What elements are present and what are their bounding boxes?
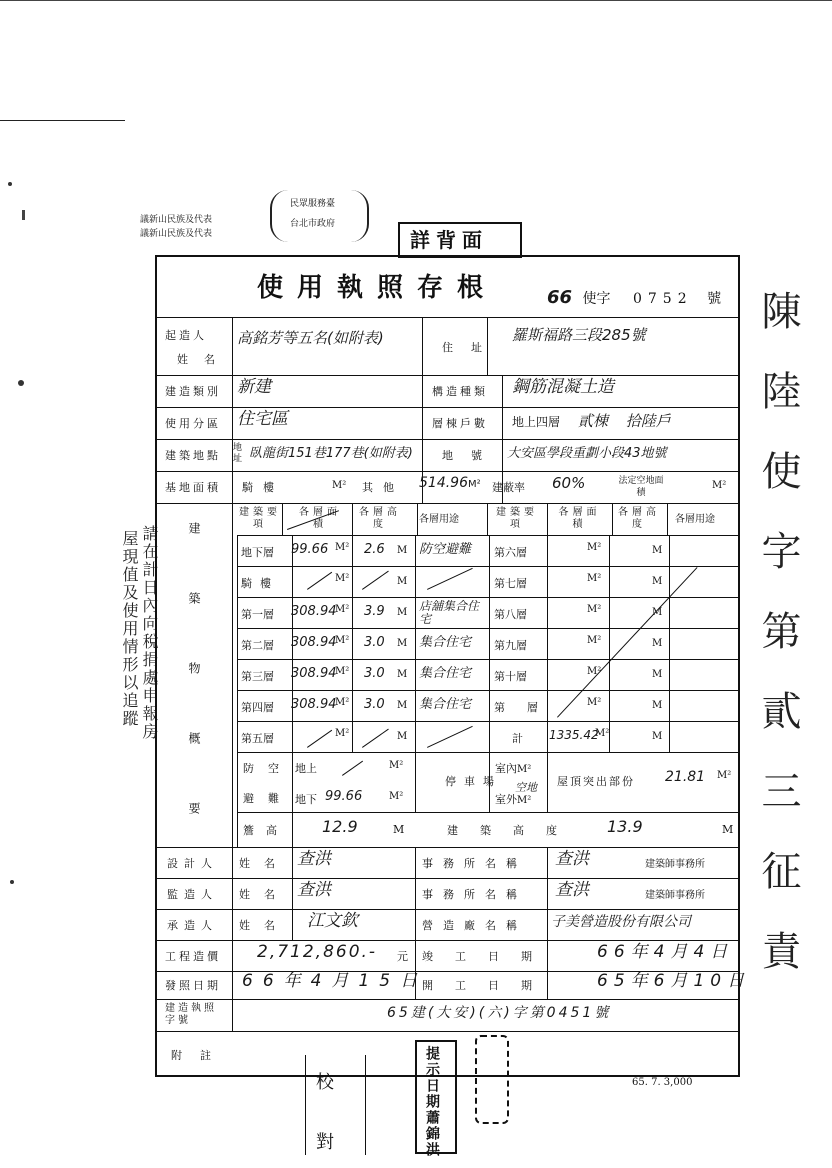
start-value: 65年6月10日 (597, 971, 751, 991)
parking-indoor-label: 室內 (495, 762, 517, 775)
seal-stamp (475, 1035, 509, 1124)
issue-label: 發照日期 (165, 979, 221, 992)
cost-label: 工程造價 (165, 950, 221, 963)
done-value: 66年4月4日 (597, 942, 734, 962)
other-area-label: 其他 (362, 481, 404, 494)
form-title: 使用執照存根 (257, 273, 498, 303)
floor-row-name-right: 第層 (494, 701, 560, 714)
floor-row-name-right: 第十層 (494, 670, 527, 683)
left-note-2: 議新山民族及代表 (140, 229, 213, 239)
col-height: 各層高度 (359, 507, 401, 530)
back-label-box (398, 222, 522, 258)
supervisor-name: 查洪 (297, 880, 331, 900)
floor-row-area: 308.94 (291, 604, 337, 619)
floor-row-use: 集合住宅 (419, 666, 472, 681)
eave-value: 21.81 (665, 769, 706, 785)
building-type: 新建 (237, 377, 271, 397)
left-margin-note-2: 請在計日內向稅捐處申報房 (140, 525, 159, 741)
legal-area-unit: M² (712, 480, 727, 491)
ratio-value: 60% (552, 474, 586, 492)
arcade-area-unit: M² (332, 480, 347, 491)
col-height-right: 各層高度 (618, 507, 660, 530)
floor-row-unit-m2: M² (335, 635, 350, 646)
floor-row-unit-m2-right: M² (587, 542, 602, 553)
floor-row-use: 防空避難 (419, 542, 472, 557)
floor-row-unit-m: M (397, 700, 408, 711)
floor-row-name: 第一層 (241, 608, 274, 621)
floor-row-unit-m-right: M (652, 638, 663, 649)
location-label: 建築地點 (165, 449, 221, 462)
building-structure: 鋼筋混凝土造 (512, 377, 614, 397)
floors-text-2: 貳棟 (577, 412, 608, 430)
permit-suffix: 號 (707, 291, 722, 307)
floor-row-height: 3.0 (364, 635, 385, 650)
permit-number (547, 287, 722, 308)
floor-total-unit-m: M (652, 731, 663, 742)
ratio-label: 建蔽率 (492, 481, 525, 494)
parking-indoor (495, 762, 531, 776)
structure-label: 構造種類 (432, 385, 488, 398)
contractor-label: 承造人 (167, 919, 218, 932)
floor-row-unit-m2: M² (335, 573, 350, 584)
floor-row-height: 2.6 (364, 542, 385, 557)
supervisor-label: 監造人 (167, 888, 218, 901)
parking-outdoor-label: 室外 (495, 793, 517, 806)
back-label: 詳背面 (410, 228, 488, 252)
building-height-value: 13.9 (607, 817, 643, 836)
floor-row-use: 店舖集合住宅 (419, 599, 480, 626)
floor-total-label: 計 (512, 732, 523, 745)
note-box (270, 190, 369, 242)
designer-label: 設計人 (167, 857, 218, 870)
designer-office-suffix: 建築師事務所 (645, 859, 705, 870)
floor-row-name-right: 第七層 (494, 577, 527, 590)
floors-count (512, 412, 671, 430)
left-note-1: 議新山民族及代表 (140, 215, 213, 225)
shelter-above-label: 地上 (295, 762, 317, 775)
supervisor-office: 查洪 (555, 880, 589, 900)
start-label: 開工日期 (422, 979, 554, 992)
applicant-label-1: 起造人 (165, 329, 207, 342)
floor-row-name: 地下層 (241, 546, 274, 559)
shelter-below-label: 地下 (295, 793, 317, 806)
address-label: 住址 (442, 341, 500, 354)
left-margin-note-1: 屋現值及使用情形以追蹤 (120, 530, 139, 728)
contractor-name: 江文欽 (307, 911, 358, 931)
floor-row-unit-m2: M² (335, 604, 350, 615)
shelter-below-unit: M² (389, 791, 404, 802)
print-code: 65. 7. 3,000 (632, 1077, 693, 1088)
designer-name: 查洪 (297, 849, 331, 869)
shelter-label-1: 防空 (243, 762, 293, 775)
supervisor-name-label: 姓名 (239, 888, 289, 901)
right-margin-stamp: 陳陸使字第貳三征責 (755, 290, 801, 1010)
designer-name-label: 姓名 (239, 857, 289, 870)
parking-outdoor-unit: M² (517, 795, 532, 806)
floor-row-name: 第四層 (241, 701, 274, 714)
legal-label: 法定空地面積 (618, 476, 664, 498)
type-label: 建造類別 (165, 385, 221, 398)
floor-row-unit-m: M (397, 731, 408, 742)
permit-year: 66 (547, 287, 573, 308)
inspection-stamp (415, 1040, 457, 1158)
contractor-name-label: 姓名 (239, 919, 289, 932)
col-item-right: 建築要項 (496, 507, 538, 530)
floor-total-unit-m2: M² (595, 728, 610, 739)
building-height-unit: M (722, 823, 734, 836)
floor-row-name-right: 第六層 (494, 546, 527, 559)
designer-office: 查洪 (555, 849, 589, 869)
page-speck (22, 210, 25, 220)
zone-value: 住宅區 (237, 409, 288, 429)
permit-label: 建造執照字號 (165, 1003, 217, 1026)
floor-row-name-right: 第九層 (494, 639, 527, 652)
floor-row-use: 集合住宅 (419, 697, 472, 712)
col-use-right: 各層用途 (675, 514, 715, 525)
floor-row-unit-m2: M² (335, 697, 350, 708)
cost-value: 2,712,860.- (257, 942, 378, 962)
floor-row-name: 騎樓 (241, 577, 279, 590)
floor-row-area: 308.94 (291, 697, 337, 712)
floor-row-unit-m-right: M (652, 700, 663, 711)
floor-row-height: 3.9 (364, 604, 385, 619)
applicant-label-2: 姓名 (177, 353, 231, 366)
other-area-number: 514.96 (419, 475, 468, 491)
note-box-line-2: 台北市政府 (290, 219, 336, 229)
floor-row-name: 第二層 (241, 639, 274, 652)
floors-text-1: 地上四層 (512, 415, 561, 429)
designer-office-label: 事務所名稱 (422, 857, 527, 870)
floor-row-name: 第五層 (241, 732, 274, 745)
permit-char: 使字 (582, 291, 611, 307)
building-height-label: 建築高度 (447, 824, 579, 837)
floor-row-unit-m: M (397, 669, 408, 680)
company-name: 子美營造股份有限公司 (551, 914, 691, 930)
floors-label: 層棟戶數 (432, 417, 488, 430)
floor-row-unit-m2-right: M² (587, 697, 602, 708)
floor-row-area: 308.94 (291, 635, 337, 650)
arcade-area-label: 騎樓 (242, 481, 284, 494)
eave-height-label: 簷高 (243, 824, 289, 837)
floor-row-height: 3.0 (364, 666, 385, 681)
location-sub-label: 地址 (233, 443, 243, 464)
inspection-stamp-text: 提示日期蕭錦洪 (424, 1046, 440, 1158)
floor-row-unit-m: M (397, 576, 408, 587)
floor-row-unit-m2-right: M² (587, 666, 602, 677)
eave-label: 屋頂突出部份 (557, 775, 635, 788)
done-label: 竣工日期 (422, 950, 554, 963)
note-box-line-1: 民眾服務臺 (290, 199, 336, 209)
other-area-value (419, 477, 481, 491)
note-label: 附註 (171, 1049, 229, 1062)
check-label-1: 校 (316, 1072, 334, 1093)
floor-row-area: 99.66 (291, 542, 329, 557)
page-speck (18, 380, 24, 386)
shelter-above-unit: M² (389, 760, 404, 771)
page-speck (10, 880, 14, 884)
other-area-unit: M² (468, 479, 481, 490)
floor-row-unit-m2: M² (335, 542, 350, 553)
shelter-below-value: 99.66 (325, 789, 363, 804)
zone-label: 使用分區 (165, 417, 221, 430)
floor-row-unit-m2-right: M² (587, 573, 602, 584)
permit-value: 65建(大安)(六)字第0451號 (387, 1005, 612, 1021)
company-label: 營造廠名稱 (422, 919, 527, 932)
section-label: 建築物概要 (187, 522, 201, 872)
floor-row-unit-m2-right: M² (587, 604, 602, 615)
supervisor-office-label: 事務所名稱 (422, 888, 527, 901)
floor-row-unit-m2: M² (335, 666, 350, 677)
permit-num: 0752 (632, 291, 693, 307)
parking-outdoor-note: 空地 (515, 781, 537, 794)
permit-form (155, 255, 751, 1077)
floor-row-name: 第三層 (241, 670, 274, 683)
site-area-label: 基地面積 (165, 481, 221, 494)
shelter-label-2: 避難 (243, 792, 293, 805)
floors-text-3: 拾陸戶 (625, 412, 671, 430)
col-area-right: 各層面積 (558, 507, 601, 530)
supervisor-office-suffix: 建築師事務所 (645, 890, 705, 901)
floor-row-unit-m: M (397, 638, 408, 649)
floor-row-height: 3.0 (364, 697, 385, 712)
lot-label: 地號 (442, 449, 500, 462)
parking-indoor-unit: M² (517, 764, 532, 775)
check-label-2: 對 (316, 1132, 334, 1153)
lot-value: 大安區學段重劃小段43地號 (507, 446, 667, 461)
parking-outdoor (495, 793, 531, 807)
floor-row-area: 308.94 (291, 666, 337, 681)
header-rule (0, 120, 125, 121)
floor-row-unit-m: M (397, 607, 408, 618)
applicant-address: 羅斯福路三段285號 (512, 326, 646, 344)
floor-row-unit-m-right: M (652, 576, 663, 587)
floor-row-unit-m2-right: M² (587, 635, 602, 646)
col-area: 各層面積 (299, 507, 341, 530)
floor-row-unit-m-right: M (652, 545, 663, 556)
issue-value: 66年4月15日 (242, 971, 428, 991)
cost-unit: 元 (397, 950, 408, 963)
eave-height-unit: M (393, 823, 405, 836)
eave-height-value: 12.9 (322, 817, 358, 836)
location-value: 臥龍街151巷177巷(如附表) (249, 446, 413, 461)
parking-label: 停車場 (445, 775, 502, 788)
applicant-name: 高銘芳等五名(如附表) (237, 329, 384, 347)
top-edge-rule (0, 0, 832, 1)
floor-row-use: 集合住宅 (419, 635, 472, 650)
floor-row-unit-m: M (397, 545, 408, 556)
floor-row-name-right: 第八層 (494, 608, 527, 621)
floor-total-area: 1335.42 (549, 728, 599, 742)
floor-row-unit-m-right: M (652, 607, 663, 618)
floor-row-unit-m-right: M (652, 669, 663, 680)
col-use: 各層用途 (419, 514, 459, 525)
eave-unit: M² (717, 770, 732, 781)
page-speck (8, 182, 12, 186)
col-item: 建築要項 (239, 507, 281, 530)
floor-row-unit-m2: M² (335, 728, 350, 739)
